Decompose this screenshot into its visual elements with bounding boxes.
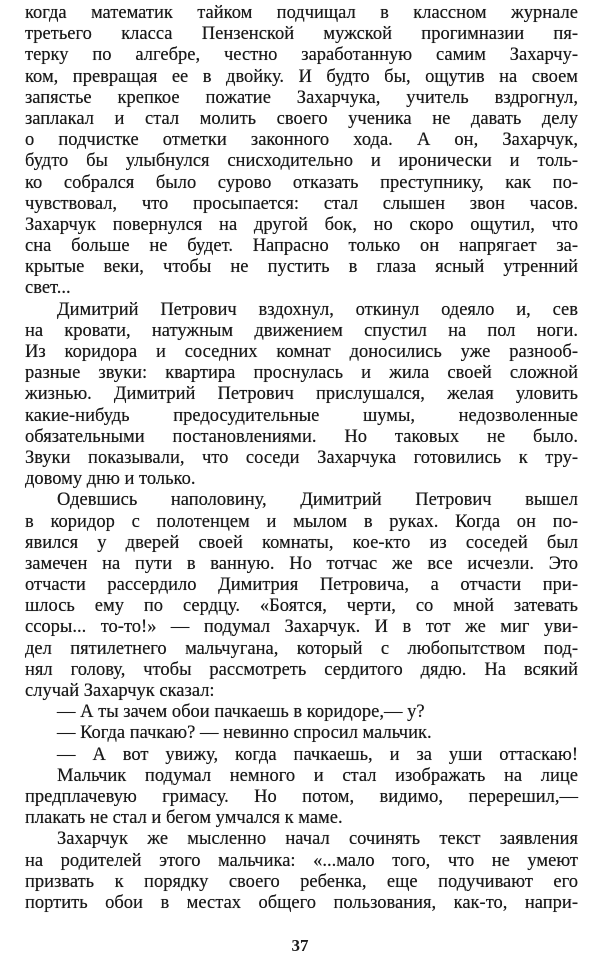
text-line: чувствовал, что просыпается: стал слышен звон часов. — [25, 193, 578, 214]
text-line: шлось ему по сердцу. «Боятся, черти, со мной затевать — [25, 596, 578, 617]
text-line: запястье крепкое пожатие Захарчука, учитель вздрогнул, — [25, 87, 578, 108]
text-line: ко собрался было сурово отказать преступнику, как по- — [25, 172, 578, 193]
text-line: нял голову, чтобы рассмотреть сердитого дядю. На всякий — [25, 659, 578, 680]
text-line: третьего класса Пензенской мужской прогимназии пя- — [25, 24, 578, 45]
text-line: портить обои в местах общего пользования, как-то, напри- — [25, 892, 578, 913]
text-line: отчасти рассердило Димитрия Петровича, а отчасти при- — [25, 575, 578, 596]
text-line: Захарчук же мысленно начал сочинять текст заявления — [57, 829, 578, 850]
text-line: разные звуки: квартира проснулась и жила своей сложной — [25, 363, 578, 384]
text-line: когда математик тайком подчищал в классном журнале — [25, 3, 578, 23]
text-line: — А вот увижу, когда пачкаешь, и за уши оттаскаю! — [57, 744, 578, 765]
paragraph — [25, 300, 578, 491]
text-line: сна больше не будет. Напрасно только он напрягает за- — [25, 236, 578, 257]
text-line: жизнью. Димитрий Петрович прислушался, желая уловить — [25, 384, 578, 405]
text-line: довому дню и только. — [25, 469, 196, 490]
text-line: терку по алгебре, честно заработанную самим Захарчу- — [25, 45, 578, 66]
text-line: в коридор с полотенцем и мылом в руках. Когда он по- — [25, 511, 578, 532]
text-line: обязательными постановлениями. Но таковых не было. — [25, 426, 578, 447]
paragraph — [25, 702, 578, 723]
text-line: на кровати, натужным движением спустил на пол ноги. — [25, 320, 578, 341]
paragraph — [25, 723, 578, 744]
text-line: — А ты зачем обои пачкаешь в коридоре,— у? — [57, 702, 425, 723]
text-line: плакать не стал и бегом умчался к маме. — [25, 808, 343, 829]
paragraph — [25, 766, 578, 830]
text-line: крытые веки, чтобы не пустить в глаза ясный утренний — [25, 257, 578, 278]
paragraph — [25, 3, 578, 300]
paragraph — [25, 490, 578, 702]
text-line: будто бы улыбнулся снисходительно и иронически и толь- — [25, 151, 578, 172]
text-line: о подчистке отметки законного хода. А он, Захарчук, — [25, 130, 578, 151]
text-line: Звуки показывали, что соседи Захарчука готовились к тру- — [25, 447, 578, 468]
text-line: Мальчик подумал немного и стал изображать на лице — [57, 765, 578, 786]
text-line: свет... — [25, 278, 71, 299]
text-line: Димитрий Петрович вздохнул, откинул одеяло и, сев — [57, 299, 578, 320]
text-line: предплачевую гримасу. Но потом, видимо, перерешил,— — [25, 786, 578, 807]
text-line: заплакал и стал молить своего ученика не давать делу — [25, 108, 578, 129]
text-line: явился у дверей своей комнаты, кое-кто из соседей был — [25, 532, 578, 553]
text-line: дел пятилетнего мальчугана, который с любопытством под- — [25, 638, 578, 659]
text-line: какие-нибудь предосудительные шумы, недозволенные — [25, 405, 578, 426]
text-line: случай Захарчук сказал: — [25, 681, 215, 701]
text-line: на родителей этого мальчика: «...мало того, что не умеют — [25, 850, 578, 871]
text-line: ком, превращая ее в двойку. И будто бы, ощутив на своем — [25, 66, 578, 87]
text-line: Одевшись наполовину, Димитрий Петрович вышел — [57, 490, 578, 511]
text-line: Из коридора и соседних комнат доносились уже разнооб- — [25, 342, 578, 362]
text-line: ссоры... то-то!» — подумал Захарчук. И в тот же миг уви- — [25, 617, 578, 638]
page-number: 37 — [291, 936, 309, 955]
text-line: Захарчук повернулся на другой бок, но скоро ощутил, что — [25, 214, 578, 235]
text-line: призвать к порядку своего ребенка, еще подучивают его — [25, 871, 578, 892]
text-line: — Когда пачкаю? — невинно спросил мальчик. — [57, 723, 432, 744]
text-line: замечен на пути в ванную. Но тотчас же все исчезли. Это — [25, 553, 578, 574]
book-page-text — [25, 3, 578, 914]
paragraph — [25, 829, 578, 914]
paragraph — [25, 745, 578, 766]
